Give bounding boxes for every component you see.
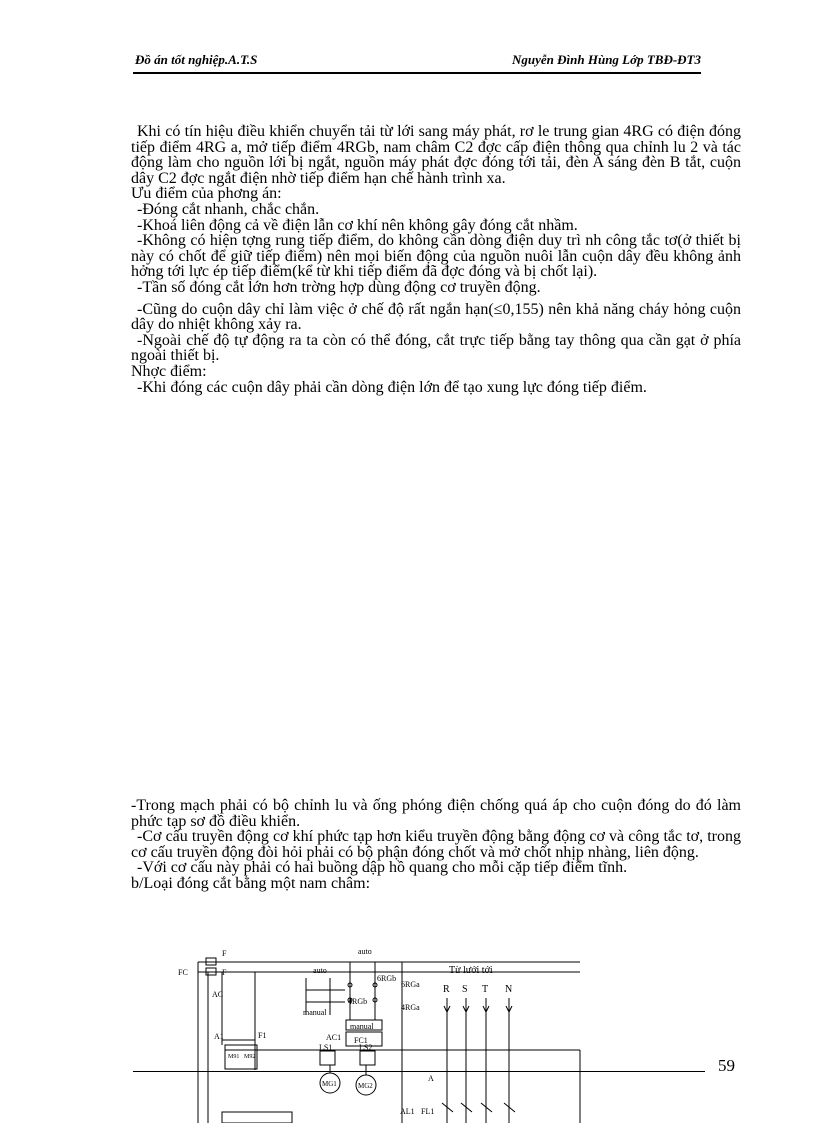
advantage-item: -Khoá liên động cả về điện lẫn cơ khí nên không gây đóng cắt nhầm. [137,216,578,234]
paragraph-intro: Khi có tín hiệu điều khiển chuyển tải từ lới sang máy phát, rơ le trung gian 4RG có điện đóng tiếp điểm 4RG a, mở tiếp điểm 4RGb, nam châm C2 đợc cấp điện thông qua chỉnh lu 2 và tác động làm cho nguồn lới bị ngắt, nguồn máy phát đợc đóng tới tải, đèn A sáng đèn B tắt, cuộn dây C2 đợc ngắt điện nhờ tiếp điểm hạn chế hành trình xa. [131,123,741,187]
header-right-text: Nguyễn Đình Hùng Lớp TBĐ-ĐT3 [512,52,701,67]
header-rule [133,69,701,74]
label-auto-left: auto [313,966,327,975]
label-mg2: MG2 [358,1082,373,1090]
label-4rgb: 4RGb [348,997,368,1006]
header-left-text: Đồ án tốt nghiệp.A.T.S [135,52,258,67]
label-n: N [505,984,513,995]
label-source: Từ lưới tới [449,965,493,976]
page-header [133,50,701,74]
footer-rule [133,1071,705,1072]
label-4rga: 4RGa [401,1003,420,1012]
advantage-item: -Cũng do cuộn dây chỉ làm việc ở chế độ rất ngắn hạn(≤0,155) nên khả năng cháy hỏng cuộn dây do nhiệt không xảy ra. [131,300,741,334]
ls1-box [320,1051,335,1065]
disadvantage-item: -Với cơ cấu này phải có hai buồng dập hồ quang cho mỗi cặp tiếp điểm tĩnh. [137,859,628,877]
disadvantage-item: -Cơ cấu truyền động cơ khí phức tạp hơn kiểu truyền động bằng động cơ và công tắc tơ, trong cơ cấu truyền động đòi hỏi phải có bộ phận đóng chốt và mở chốt nhịp nhàng, liên động. [131,828,741,861]
advantage-item: -Tần số đóng cắt lớn hơn trờng hợp dùng động cơ truyền động. [137,278,541,296]
circuit-diagram-svg [170,940,590,1123]
label-ac1: AC1 [326,1033,342,1042]
label-manual-left: manual [303,1008,327,1017]
label-mg1: MG1 [322,1080,337,1088]
text-block-continued [131,798,741,892]
bottom-box [222,1112,292,1123]
label-f-top: F [222,949,227,958]
disadvantages-heading: Nhợc điểm: [131,362,207,380]
disadvantage-item: -Trong mạch phải có bộ chỉnh lu và ống phóng điện chống quá áp cho cuộn đóng do đó làm phức tạp sơ đồ điều khiển. [131,797,741,830]
advantage-item: -Ngoài chế độ tự động ra ta còn có thể đóng, cắt trực tiếp bằng tay thông qua cần gạt ở phía ngoài thiết bị. [131,331,741,365]
label-r: R [443,984,450,995]
label-t: T [482,984,489,995]
text-block-main [131,124,741,395]
circuit-diagram [170,940,590,1123]
advantages-heading: Ưu điểm của phơng án: [131,185,282,203]
label-a: A [428,1074,434,1083]
label-al1: AL1 [400,1107,415,1116]
label-s: S [462,984,468,995]
label-f1: F1 [258,1031,267,1040]
label-f-mid: F [222,968,227,977]
label-manual-mid: manual [350,1022,374,1031]
advantage-item: -Không có hiện tợng rung tiếp điểm, do không cần dòng điện duy trì nh công tắc tơ(ở thiết bị này có chốt để giữ tiếp điểm) nên mọi biến động của nguồn nuôi lẫn cuộn dây đều không ảnh hởng tới lực ép tiếp điểm(kể từ khi tiếp điểm đã đợc đóng và bị chốt lại). [131,232,741,281]
label-fl1: FL1 [421,1107,435,1116]
label-m92: M92 [244,1054,256,1060]
advantage-item: -Đóng cắt nhanh, chắc chắn. [137,200,320,218]
label-fc: FC [178,968,188,977]
label-6rga: 6RGa [401,980,420,989]
label-auto-top: auto [358,947,372,956]
label-6rgb: 6RGb [377,974,397,983]
ls2-box [360,1051,375,1065]
page-number: 59 [718,1056,735,1075]
disadvantage-item: -Khi đóng các cuộn dây phải cần dòng điện lớn để tạo xung lực đóng tiếp điểm. [137,378,647,396]
section-heading: b/Loại đóng cắt bằng một nam châm: [131,874,371,892]
label-ac: AC [212,990,224,999]
label-a1: A1 [214,1032,224,1041]
label-fc1: FC1 [354,1036,368,1045]
label-ls2: LS2 [359,1043,373,1052]
label-ls1: LS1 [319,1043,333,1052]
label-m91: M91 [228,1054,240,1060]
